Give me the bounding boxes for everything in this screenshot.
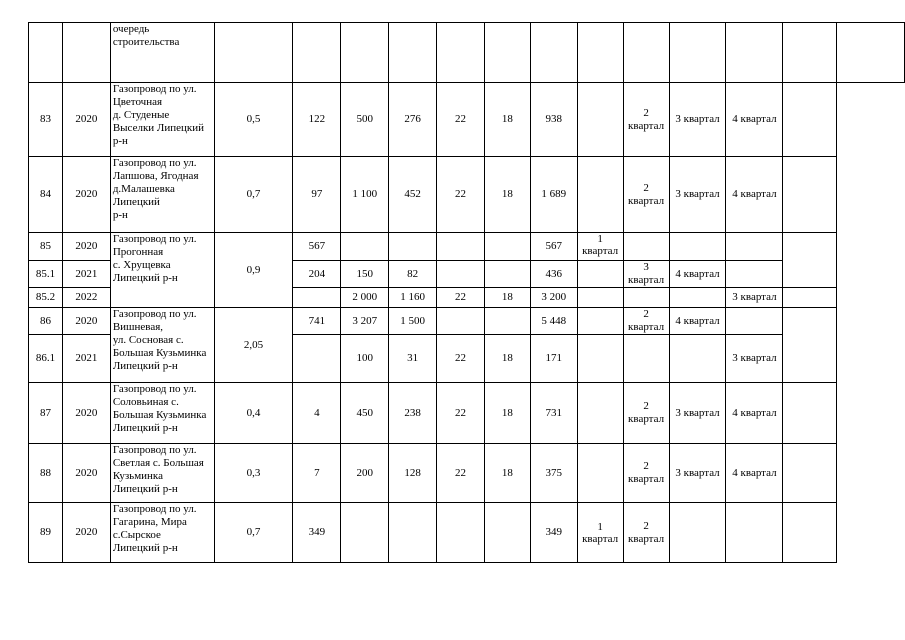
quarter-cell: 2 квартал [623, 444, 669, 503]
num-cell: 84 [29, 157, 63, 233]
value-cell: 1 500 [389, 308, 437, 335]
table-row [29, 233, 905, 261]
num-cell: 83 [29, 83, 63, 157]
length-cell: 0,5 [214, 83, 293, 157]
num-cell: 86 [29, 308, 63, 335]
quarter-cell: 4 квартал [669, 308, 726, 335]
value-cell: 204 [293, 261, 341, 288]
year-cell: 2020 [62, 383, 110, 444]
num-cell: 85 [29, 233, 63, 261]
num-cell: 89 [29, 503, 63, 563]
object-name-cell: Газопровод по ул. Гагарина, Мира с.Сырское Липецкий р-н [110, 503, 214, 563]
year-cell [62, 23, 110, 83]
length-cell: 0,7 [214, 503, 293, 563]
value-cell: 22 [437, 335, 485, 383]
quarter-cell: 3 квартал [669, 83, 726, 157]
object-name-cell: Газопровод по ул. Соловьиная с. Большая Кузьминка Липецкий р-н [110, 383, 214, 444]
num-cell: 86.1 [29, 335, 63, 383]
length-cell: 2,05 [214, 308, 293, 383]
year-cell: 2020 [62, 308, 110, 335]
total-cell: 3 200 [530, 288, 577, 308]
value-cell: 22 [437, 288, 485, 308]
value-cell: 450 [341, 383, 389, 444]
value-cell: 100 [341, 335, 389, 383]
total-cell: 436 [530, 261, 577, 288]
value-cell: 4 [293, 383, 341, 444]
year-cell: 2021 [62, 261, 110, 288]
value-cell: 22 [437, 383, 485, 444]
quarter-cell: 1 квартал [577, 503, 623, 563]
object-name-cell: Газопровод по ул. Вишневая, ул. Сосновая с. Большая Кузьминка Липецкий р-н [110, 308, 214, 383]
length-cell: 0,9 [214, 233, 293, 308]
quarter-cell: 4 квартал [726, 83, 783, 157]
quarter-cell: 2 квартал [623, 383, 669, 444]
quarter-cell: 3 квартал [726, 288, 783, 308]
quarter-cell: 4 квартал [726, 157, 783, 233]
object-name-cell: Газопровод по ул. Прогонная с. Хрущевка Липецкий р-н [110, 233, 214, 308]
quarter-cell: 2 квартал [623, 308, 669, 335]
num-cell [29, 23, 63, 83]
value-cell: 31 [389, 335, 437, 383]
year-cell: 2021 [62, 335, 110, 383]
value-cell: 238 [389, 383, 437, 444]
quarter-cell [577, 83, 623, 157]
quarter-cell: 4 квартал [726, 444, 783, 503]
total-cell: 731 [530, 383, 577, 444]
object-name-cell: Газопровод по ул. Светлая с. Большая Кузьминка Липецкий р-н [110, 444, 214, 503]
value-cell: 1 160 [389, 288, 437, 308]
total-cell: 567 [530, 233, 577, 261]
length-cell: 0,4 [214, 383, 293, 444]
value-cell: 200 [341, 444, 389, 503]
table-row [29, 383, 905, 444]
table-row [29, 444, 905, 503]
quarter-cell: 3 квартал [726, 335, 783, 383]
value-cell: 741 [293, 308, 341, 335]
year-cell: 2020 [62, 157, 110, 233]
total-cell: 5 448 [530, 308, 577, 335]
value-cell: 22 [437, 444, 485, 503]
total-cell: 1 689 [530, 157, 577, 233]
value-cell: 2 000 [341, 288, 389, 308]
total-cell: 938 [530, 83, 577, 157]
value-cell: 18 [484, 444, 530, 503]
quarter-cell: 3 квартал [623, 261, 669, 288]
num-cell: 85.1 [29, 261, 63, 288]
value-cell: 128 [389, 444, 437, 503]
object-name-cell: Газопровод по ул. Лапшова, Ягодная д.Малашевка Липецкий р-н [110, 157, 214, 233]
length-cell: 0,7 [214, 157, 293, 233]
value-cell: 150 [341, 261, 389, 288]
year-cell: 2020 [62, 233, 110, 261]
quarter-cell: 4 квартал [726, 383, 783, 444]
quarter-cell: 2 квартал [623, 503, 669, 563]
quarter-cell: 3 квартал [669, 157, 726, 233]
quarter-cell: 3 квартал [669, 383, 726, 444]
quarter-cell [577, 157, 623, 233]
value-cell: 122 [293, 83, 341, 157]
num-cell: 88 [29, 444, 63, 503]
value-cell: 22 [437, 83, 485, 157]
value-cell: 22 [437, 157, 485, 233]
length-cell: 0,3 [214, 444, 293, 503]
value-cell: 3 207 [341, 308, 389, 335]
value-cell: 18 [484, 83, 530, 157]
value-cell: 1 100 [341, 157, 389, 233]
object-name-cell: очередь строительства [110, 23, 214, 83]
value-cell: 82 [389, 261, 437, 288]
value-cell: 500 [341, 83, 389, 157]
quarter-cell: 4 квартал [669, 261, 726, 288]
value-cell: 452 [389, 157, 437, 233]
value-cell: 97 [293, 157, 341, 233]
value-cell: 567 [293, 233, 341, 261]
table-row [29, 308, 905, 335]
value-cell: 7 [293, 444, 341, 503]
num-cell: 85.2 [29, 288, 63, 308]
table-row [29, 23, 905, 83]
num-cell: 87 [29, 383, 63, 444]
year-cell: 2020 [62, 503, 110, 563]
total-cell: 349 [530, 503, 577, 563]
value-cell: 276 [389, 83, 437, 157]
quarter-cell: 2 квартал [623, 157, 669, 233]
table-row [29, 83, 905, 157]
value-cell: 349 [293, 503, 341, 563]
construction-schedule-table [28, 22, 905, 563]
total-cell: 375 [530, 444, 577, 503]
table-row [29, 503, 905, 563]
table-row [29, 157, 905, 233]
object-name-cell: Газопровод по ул. Цветочная д. Студеные Выселки Липецкий р-н [110, 83, 214, 157]
value-cell: 18 [484, 288, 530, 308]
year-cell: 2020 [62, 83, 110, 157]
value-cell: 18 [484, 335, 530, 383]
quarter-cell: 3 квартал [669, 444, 726, 503]
value-cell: 18 [484, 383, 530, 444]
quarter-cell: 1 квартал [577, 233, 623, 261]
year-cell: 2022 [62, 288, 110, 308]
quarter-cell: 2 квартал [623, 83, 669, 157]
total-cell: 171 [530, 335, 577, 383]
year-cell: 2020 [62, 444, 110, 503]
value-cell: 18 [484, 157, 530, 233]
